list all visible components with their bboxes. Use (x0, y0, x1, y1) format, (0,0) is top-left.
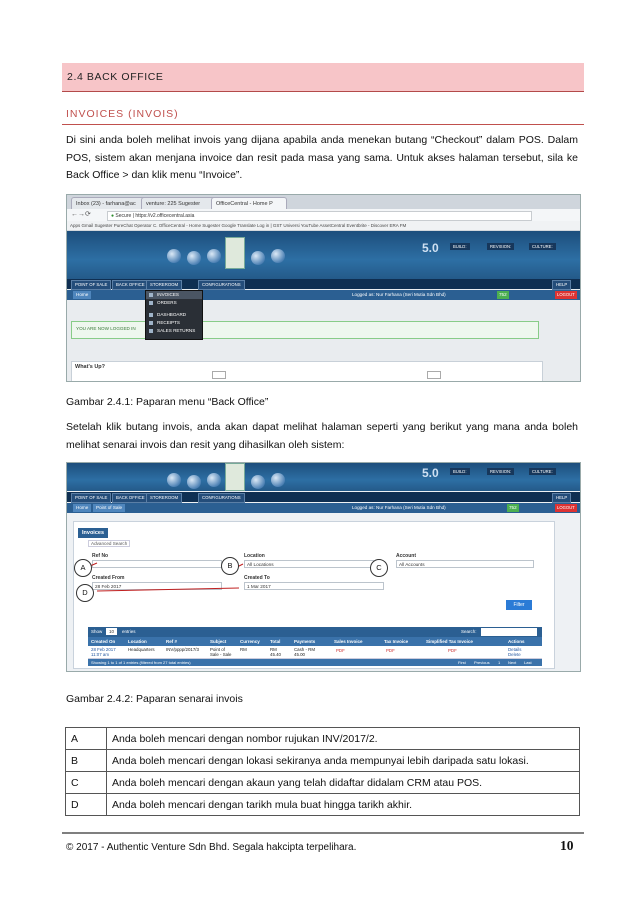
bookmarks-bar[interactable]: Apps Gmail Sugester PureChat Operator C. OfficeCentral - Home Sugester Google Translate Log in | GST Universi YouTube AssetCentral Eventbrite - Discover ERA FM (67, 221, 581, 231)
col-simplified-tax-invoice[interactable]: Simplified Tax Invoice (426, 639, 473, 644)
second-paragraph (66, 419, 578, 454)
legend-key: C (66, 772, 107, 794)
location-label: Location (244, 553, 265, 559)
revision-label: REVISION: (487, 243, 514, 250)
nav-configurations[interactable]: CONFIGURATIONS (198, 493, 245, 503)
logged-as-label: Logged as: Nur Farhana (Seri Mutia Sdn Bhd) (352, 505, 446, 510)
legend-text: Anda boleh mencari dengan lokasi sekiranya anda mempunyai lebih daripada satu lokasi. (107, 750, 580, 772)
url-field[interactable]: ● Secure | https://v2.officecentral.asia (107, 211, 532, 221)
whats-up-control[interactable] (427, 371, 441, 379)
account-label: Account (396, 553, 416, 559)
nav-storeroom[interactable]: STOREROOM (146, 280, 182, 290)
tax-invoice-pdf-icon[interactable]: PDF (386, 648, 395, 653)
second-line-2: melihat senarai invois dan resit yang dihasilkan oleh sistem: (66, 438, 345, 451)
cell-currency: RM (240, 647, 247, 652)
second-line-1: Setelah klik butang invois, anda akan dapat melihat halaman seperti yang berikut yang mana anda boleh (66, 421, 578, 433)
section-title: 2.4 BACK OFFICE (62, 63, 584, 92)
nav-configurations[interactable]: CONFIGURATIONS (198, 280, 245, 290)
page-next[interactable]: Next (508, 660, 517, 665)
figure1-screenshot (66, 194, 581, 382)
intro-paragraph (66, 132, 578, 185)
whats-up-control[interactable] (212, 371, 226, 379)
notification-badge[interactable]: 752 (499, 292, 507, 297)
notification-badge[interactable]: 752 (509, 505, 517, 510)
nav-point-of-sale[interactable]: POINT OF SALE (71, 280, 111, 290)
culture-label: CULTURE: (529, 468, 556, 475)
page-number: 10 (560, 838, 574, 853)
breadcrumb-home[interactable]: Home (73, 291, 91, 299)
cell-total: RM 45.40 (270, 647, 281, 657)
col-sales-invoice[interactable]: Sales Invoice (334, 639, 363, 644)
app-sphere-icon (251, 251, 265, 265)
browser-tab-2[interactable]: venture: 225 Sugester (141, 197, 217, 210)
legend-key: A (66, 728, 107, 750)
figure2-screenshot (66, 462, 581, 672)
page-current[interactable]: 1 (498, 660, 501, 665)
app-logo (225, 237, 245, 269)
col-currency[interactable]: Currency (240, 639, 260, 644)
app-header (67, 231, 580, 279)
app-sphere-icon (207, 249, 221, 263)
figure2-caption: Gambar 2.4.2: Paparan senarai invois (66, 693, 243, 705)
logout-button[interactable]: LOGOUT (557, 505, 575, 510)
whats-up-panel (71, 361, 543, 382)
table-info: Showing 1 to 1 of 1 entries (filtered from 27 total entries) (91, 660, 191, 665)
advanced-search-tab[interactable]: Advanced Search (88, 540, 130, 547)
whats-up-title: What's Up? (75, 364, 106, 370)
entries-label: entries (122, 629, 136, 634)
logged-as-label: Logged as: Nur Farhana (Seri Mutia Sdn Bhd) (352, 292, 446, 297)
menu-item-dashboard[interactable]: DASHBOARD (146, 311, 202, 319)
callout-a: A (74, 559, 92, 577)
nav-back-office[interactable]: BACK OFFICE (112, 493, 149, 503)
version-label: 5.0 (422, 241, 439, 255)
build-label: BUILD: (450, 243, 470, 250)
entries-select[interactable]: 10 (106, 628, 117, 635)
created-to-label: Created To (244, 575, 270, 581)
table-row (66, 772, 580, 794)
login-notice-text: YOU ARE NOW LOGGED IN (76, 326, 136, 331)
show-label: Show (91, 629, 103, 634)
page-first[interactable]: First (458, 660, 466, 665)
subsection-title: INVOICES (INVOIS) (66, 108, 179, 120)
invoices-panel-title: Invoices (78, 528, 108, 538)
app-sphere-icon (187, 251, 201, 265)
created-from-input[interactable]: 28 Feb 2017 (92, 582, 222, 590)
table-row (66, 794, 580, 816)
browser-tab-1[interactable]: Inbox (23) - farhana@ac (71, 197, 147, 210)
app-sphere-icon (271, 249, 285, 263)
culture-label: CULTURE: (529, 243, 556, 250)
col-subject[interactable]: Subject (210, 639, 227, 644)
subsection-rule (62, 124, 584, 125)
cell-created-on[interactable]: 28 Feb 2017 11:07 am (91, 647, 116, 657)
created-from-label: Created From (92, 575, 125, 581)
callout-d: D (76, 584, 94, 602)
help-button[interactable]: HELP (552, 493, 571, 503)
browser-tab-3[interactable]: OfficeCentral - Home P (211, 197, 287, 210)
callout-c: C (370, 559, 388, 577)
intro-line-2: POS, sistem akan menjana invoice dan resit pada masa yang sama. Untuk akses halaman tersebut, sila ke (66, 151, 578, 164)
help-button[interactable]: HELP (552, 280, 571, 290)
intro-line-3: Back Office > dan klik menu “Invoice”. (66, 169, 243, 181)
app-sphere-icon (167, 249, 181, 263)
col-location[interactable]: Location (128, 639, 147, 644)
col-payments[interactable]: Payments (294, 639, 316, 644)
nav-point-of-sale[interactable]: POINT OF SALE (71, 493, 111, 503)
row-actions[interactable]: Details Delete (508, 647, 522, 657)
account-select[interactable]: All Accounts (396, 560, 534, 568)
simplified-tax-invoice-pdf-icon[interactable]: PDF (448, 648, 457, 653)
secure-label: Secure (115, 213, 132, 219)
nav-arrows-icon[interactable]: ←→⟳ (71, 211, 91, 218)
sales-invoice-pdf-icon[interactable]: PDF (336, 648, 345, 653)
breadcrumb-home[interactable]: Home (73, 504, 91, 512)
cell-location: Headquarters (128, 647, 155, 652)
search-label: Search: (461, 629, 477, 634)
legend-key: D (66, 794, 107, 816)
col-ref[interactable]: Ref # (166, 639, 178, 644)
table-row (66, 750, 580, 772)
page-previous[interactable]: Previous (474, 660, 490, 665)
figure1-caption: Gambar 2.4.1: Paparan menu “Back Office” (66, 396, 269, 408)
browser-tabbar (67, 195, 580, 209)
col-tax-invoice[interactable]: Tax Invoice (384, 639, 409, 644)
filter-button[interactable]: Filter (506, 600, 532, 610)
lock-icon: ● (111, 213, 115, 219)
table-row (66, 728, 580, 750)
arrow-d (97, 588, 239, 591)
location-select[interactable]: All Locations (244, 560, 374, 568)
url-text: https://v2.officecentral.asia (135, 213, 195, 219)
created-to-input[interactable]: 1 Mar 2017 (244, 582, 384, 590)
page-last[interactable]: Last (524, 660, 532, 665)
col-created-on[interactable]: Created On (91, 639, 116, 644)
legend-text: Anda boleh mencari dengan nombor rujukan INV/2017/2. (107, 728, 580, 750)
footer-copyright: © 2017 - Authentic Venture Sdn Bhd. Segala hakcipta terpelihara. (66, 842, 357, 853)
callout-b: B (221, 557, 239, 575)
menu-item-orders[interactable]: ORDERS (146, 299, 202, 307)
ref-no-label: Ref No (92, 553, 109, 559)
version-label: 5.0 (422, 466, 439, 480)
menu-item-sales-returns[interactable]: SALES RETURNS (146, 327, 202, 335)
logout-button[interactable]: LOGOUT (557, 292, 575, 297)
cell-subject: Point of Sale - Sale (210, 647, 232, 657)
breadcrumb-bar (67, 290, 580, 300)
callout-legend-table (65, 727, 580, 816)
col-actions[interactable]: Actions (508, 639, 525, 644)
intro-line-1: Di sini anda boleh melihat invois yang dijana apabila anda menekan butang “Checkout” dalam POS. Dalam (66, 134, 578, 146)
cell-ref: INV/pppp/2017/3 (166, 647, 199, 652)
callout-arrows (67, 463, 580, 671)
menu-item-receipts[interactable]: RECEIPTS (146, 319, 202, 327)
menu-item-invoices[interactable]: INVOICES (146, 291, 202, 299)
cell-payments: Cash - RM 45.00 (294, 647, 315, 657)
legend-text: Anda boleh mencari dengan akaun yang telah didaftar didalam CRM atau POS. (107, 772, 580, 794)
revision-label: REVISION: (487, 468, 514, 475)
col-total[interactable]: Total (270, 639, 281, 644)
nav-storeroom[interactable]: STOREROOM (146, 493, 182, 503)
main-nav (67, 279, 580, 289)
legend-text: Anda boleh mencari dengan tarikh mula buat hingga tarikh akhir. (107, 794, 580, 816)
breadcrumb-point-of-sale[interactable]: Point of Sale (93, 504, 125, 512)
nav-back-office[interactable]: BACK OFFICE (112, 280, 149, 290)
legend-key: B (66, 750, 107, 772)
storeroom-dropdown (145, 290, 203, 340)
build-label: BUILD: (450, 468, 470, 475)
footer-rule (62, 832, 584, 834)
login-notice (71, 321, 539, 339)
